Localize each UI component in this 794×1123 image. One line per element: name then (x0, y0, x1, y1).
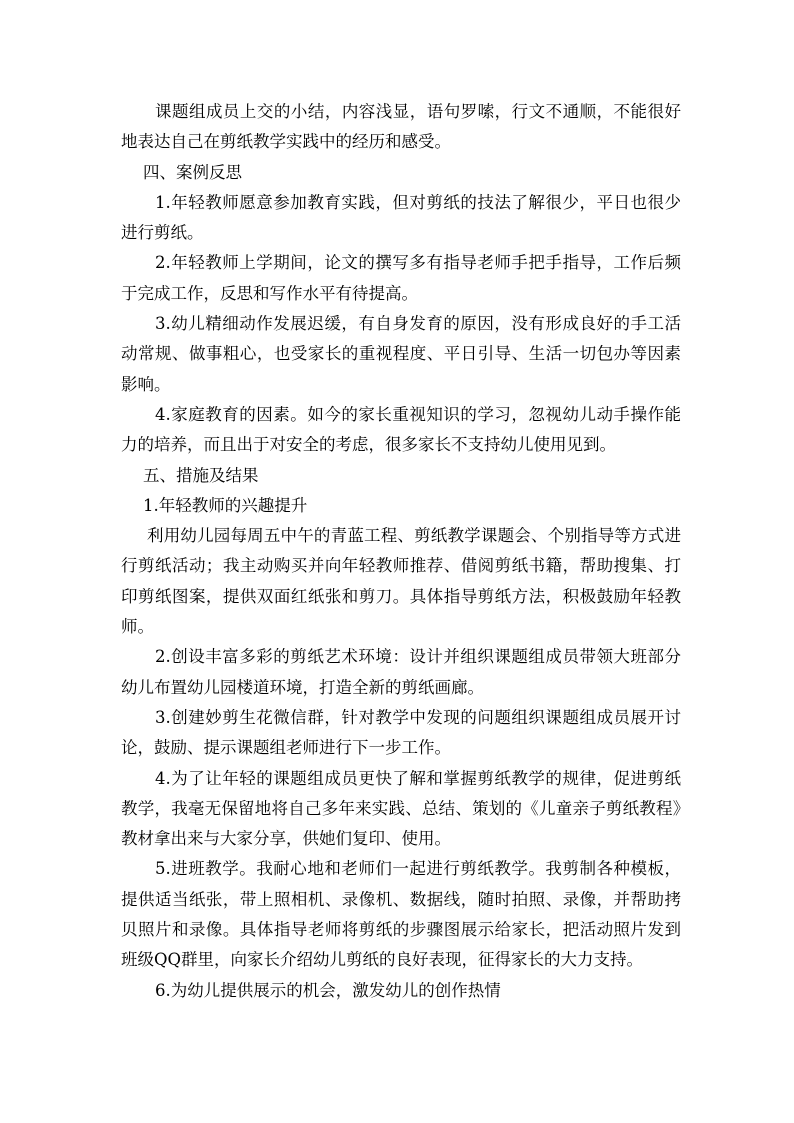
measure-paragraph-1: 利用幼儿园每周五中午的青蓝工程、剪纸教学课题会、个别指导等方式进行剪纸活动；我主动购买并向年轻教师推荐、借阅剪纸书籍，帮助搜集、打印剪纸图案，提供双面红纸张和剪刀。具体指导剪纸方法，积极鼓励年轻教师。 (121, 526, 681, 637)
reflection-item-2: 2.年轻教师上学期间，论文的撰写多有指导老师手把手指导，工作后频于完成工作，反思和写作水平有待提高。 (121, 253, 681, 303)
section-heading-measures: 五、措施及结果 (143, 465, 259, 485)
measure-item-2: 2.创设丰富多彩的剪纸艺术环境：设计并组织课题组成员带领大班部分幼儿布置幼儿园楼道环境，打造全新的剪纸画廊。 (121, 647, 681, 697)
section-heading-reflection: 四、案例反思 (143, 162, 242, 182)
reflection-item-4: 4.家庭教育的因素。如今的家长重视知识的学习，忽视幼儿动手操作能力的培养，而且出于对安全的考虑，很多家长不支持幼儿使用见到。 (121, 404, 681, 455)
paragraph-summary-problem: 课题组成员上交的小结，内容浅显，语句罗嗦，行文不通顺，不能很好地表达自己在剪纸教学实践中的经历和感受。 (121, 102, 681, 152)
document-body (121, 97, 681, 1006)
reflection-item-1: 1.年轻教师愿意参加教育实践，但对剪纸的技法了解很少，平日也很少进行剪纸。 (121, 192, 681, 243)
measure-item-6: 6.为幼儿提供展示的机会，激发幼儿的创作热情 (155, 980, 501, 1000)
measure-item-3: 3.创建妙剪生花微信群，针对教学中发现的问题组织课题组成员展开讨论，鼓励、提示课题组老师进行下一步工作。 (121, 707, 681, 758)
measure-item-4: 4.为了让年轻的课题组成员更快了解和掌握剪纸教学的规律，促进剪纸教学，我毫无保留地将自己多年来实践、总结、策划的《儿童亲子剪纸教程》教材拿出来与大家分享，供她们复印、使用。 (121, 768, 681, 849)
measure-subheading-1: 1.年轻教师的兴趣提升 (143, 495, 308, 515)
reflection-item-3: 3.幼儿精细动作发展迟缓，有自身发育的原因，没有形成良好的手工活动常规、做事粗心，也受家长的重视程度、平日引导、生活一切包办等因素影响。 (121, 314, 681, 394)
measure-item-5: 5.进班教学。我耐心地和老师们一起进行剪纸教学。我剪制各种模板，提供适当纸张，带上照相机、录像机、数据线，随时拍照、录像，并帮助拷贝照片和录像。具体指导老师将剪纸的步骤图展示给家长，把活动照片发到班级QQ群里，向家长介绍幼儿剪纸的良好表现，征得家长的大力支持。 (121, 859, 681, 970)
